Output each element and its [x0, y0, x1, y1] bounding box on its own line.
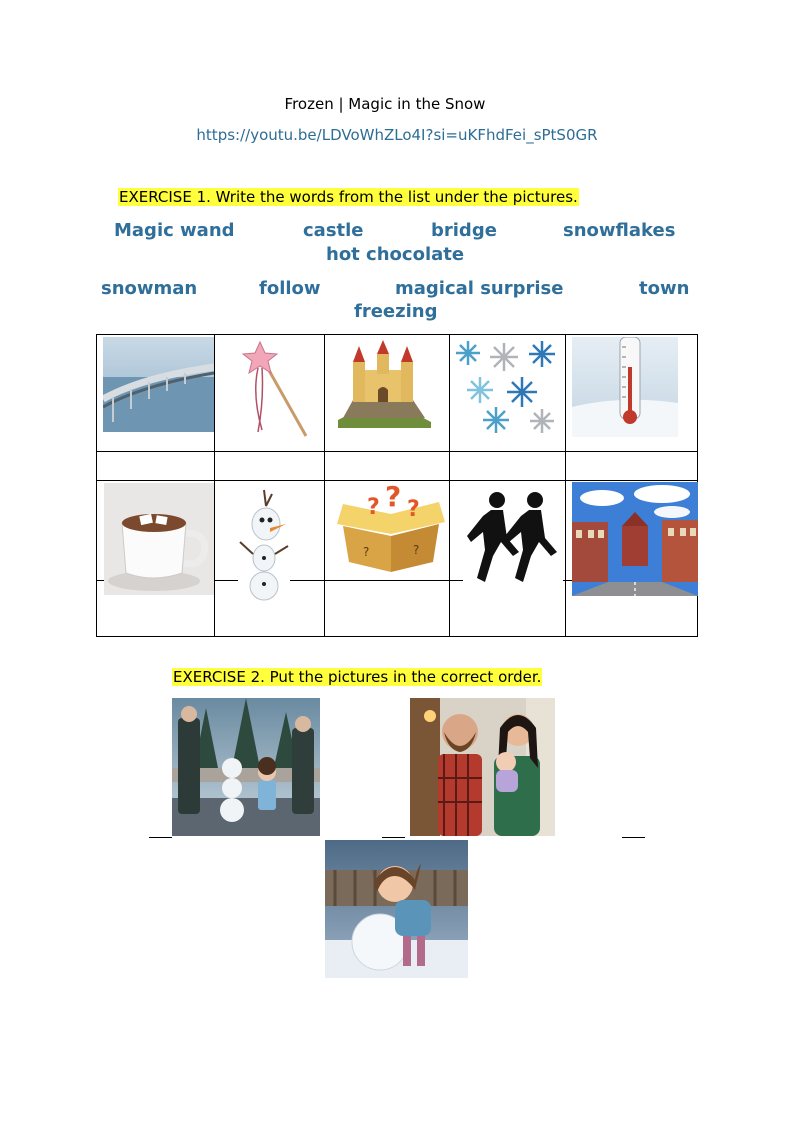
- exercise-2-heading: EXERCISE 2. Put the pictures in the correct order.: [173, 668, 542, 686]
- answer-cell-9[interactable]: [450, 581, 565, 636]
- word-bridge: bridge: [431, 220, 497, 241]
- document-title: Frozen | Magic in the Snow: [284, 95, 486, 113]
- hot-chocolate-picture: [104, 483, 214, 595]
- answer-cell-8[interactable]: [325, 581, 449, 636]
- snowflakes-picture: [456, 337, 557, 436]
- answer-cell-2[interactable]: [215, 452, 324, 480]
- magic-wand-picture: [238, 340, 310, 438]
- svg-text:?: ?: [413, 543, 420, 557]
- walking-people-picture: [463, 490, 563, 584]
- word-snowflakes: snowflakes: [563, 220, 676, 241]
- order-blank-3[interactable]: [622, 837, 645, 838]
- snowman-scene-picture: [172, 698, 320, 836]
- word-castle: castle: [303, 220, 364, 241]
- snowman-picture: [238, 486, 290, 604]
- video-link[interactable]: https://youtu.be/LDVoWhZLo4I?si=uKFhdFei_sPtS0GR: [196, 126, 598, 144]
- family-door-picture: [410, 698, 555, 836]
- girl-snowball-picture: [325, 840, 468, 978]
- surprise-box-picture: [333, 484, 449, 574]
- word-snowman: snowman: [101, 278, 198, 299]
- answer-cell-4[interactable]: [450, 452, 565, 480]
- svg-text:?: ?: [385, 484, 402, 513]
- word-town: town: [639, 278, 690, 299]
- thermometer-picture: [572, 337, 678, 437]
- answer-cell-3[interactable]: [325, 452, 449, 480]
- svg-text:?: ?: [407, 497, 420, 522]
- word-follow: follow: [259, 278, 321, 299]
- word-magical-surprise: magical surprise: [395, 278, 564, 299]
- town-street-picture: [572, 482, 698, 596]
- exercise-1-heading: EXERCISE 1. Write the words from the list under the pictures.: [119, 188, 578, 206]
- answer-cell-1[interactable]: [97, 452, 214, 480]
- castle-picture: [333, 340, 433, 428]
- order-blank-2[interactable]: [382, 837, 405, 838]
- answer-cell-5[interactable]: [566, 452, 697, 480]
- word-hot-chocolate: hot chocolate: [326, 244, 465, 265]
- word-freezing: freezing: [354, 301, 438, 322]
- bridge-picture: [103, 337, 214, 432]
- order-blank-1[interactable]: [149, 837, 172, 838]
- svg-text:?: ?: [363, 545, 370, 559]
- svg-text:?: ?: [367, 495, 380, 520]
- word-magic-wand: Magic wand: [114, 220, 235, 241]
